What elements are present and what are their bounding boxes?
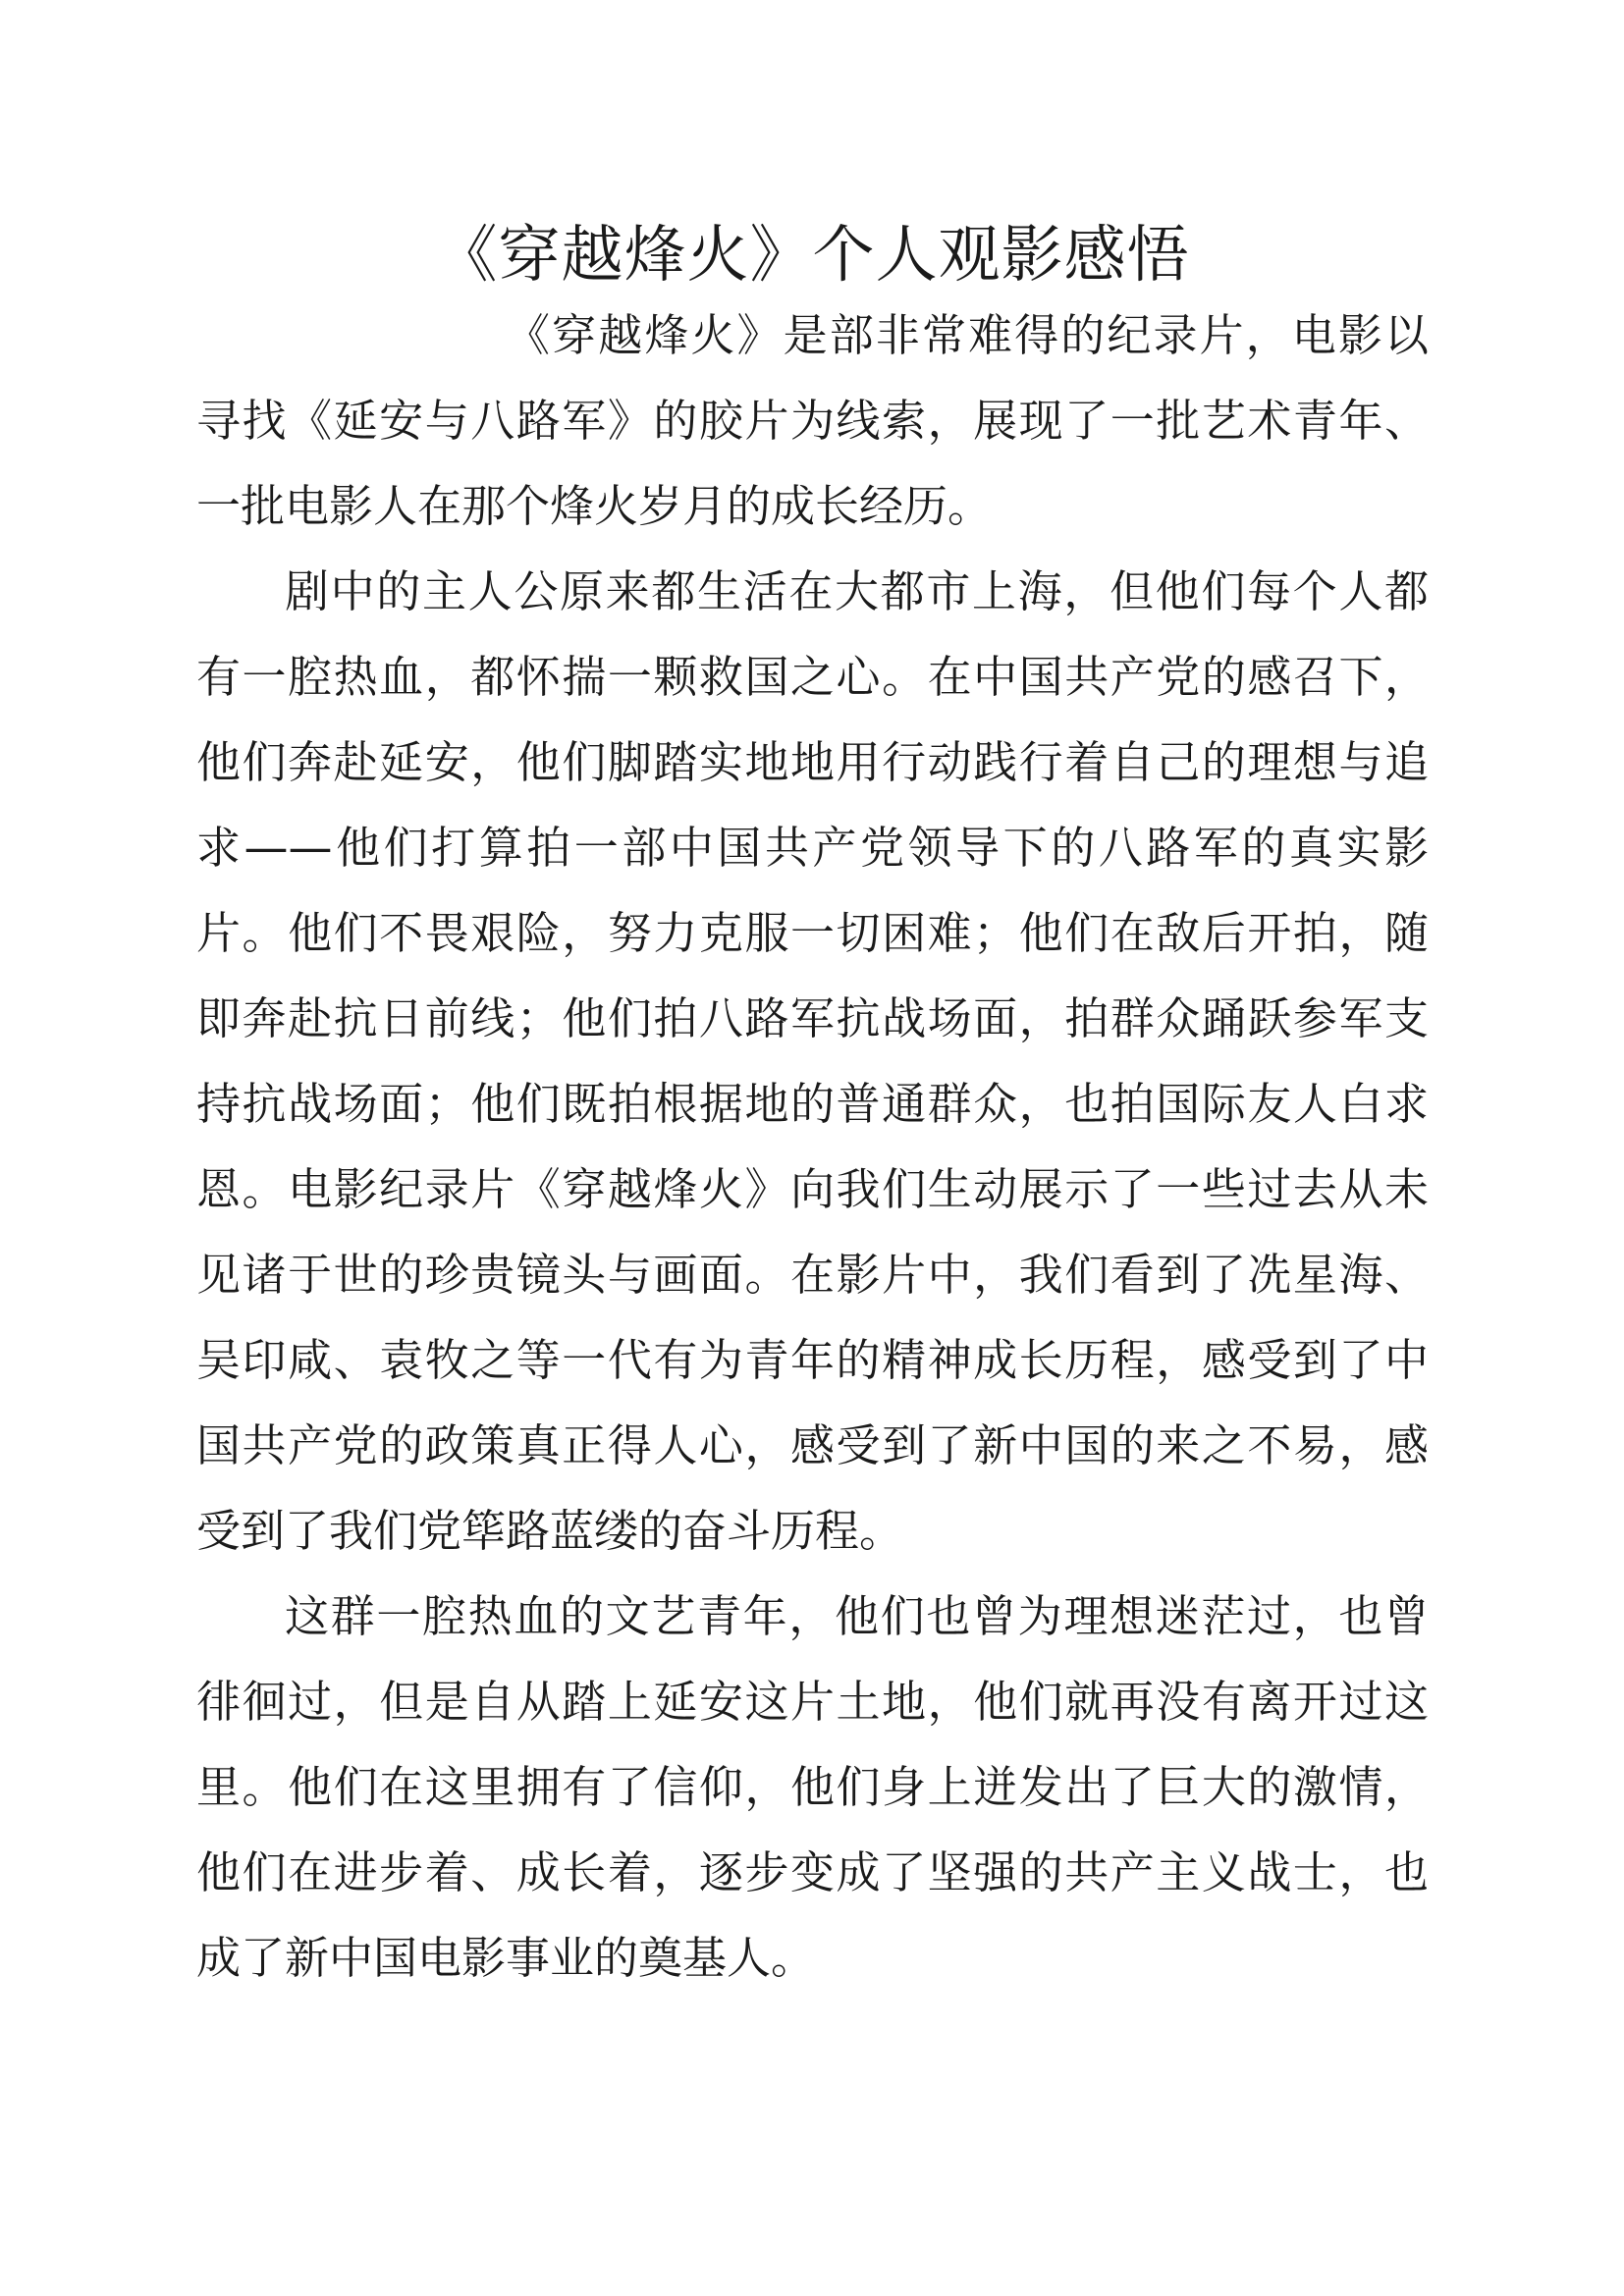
paragraph-conclusion: 这群一腔热血的文艺青年，他们也曾为理想迷茫过，也曾徘徊过，但是自从踏上延安这片土地，他们就再没有离开过这里。他们在这里拥有了信仰，他们身上迸发出了巨大的激情，他们在进步着、成长着，逐步变成了坚强的共产主义战士，也成了新中国电影事业的奠基人。	[196, 1590, 1429, 1984]
document-title: 《穿越烽火》个人观影感悟	[435, 219, 1190, 291]
document-page	[196, 210, 1429, 2001]
paragraph-body: 剧中的主人公原来都生活在大都市上海，但他们每个人都有一腔热血，都怀揣一颗救国之心。在中国共产党的感召下，他们奔赴延安，他们脚踏实地地用行动践行着自己的理想与追求——他们打算拍一部中国共产党领导下的八路军的真实影片。他们不畏艰险，努力克服一切困难；他们在敌后开拍，随即奔赴抗日前线；他们拍八路军抗战场面，拍群众踊跃参军支持抗战场面；他们既拍根据地的普通群众，也拍国际友人白求恩。电影纪录片《穿越烽火》向我们生动展示了一些过去从未见诸于世的珍贵镜头与画面。在影片中，我们看到了冼星海、吴印咸、袁牧之等一代有为青年的精神成长历程，感受到了中国共产党的政策真正得人心，感受到了新中国的来之不易，感受到了我们党筚路蓝缕的奋斗历程。	[196, 565, 1429, 1557]
paragraph-intro: 《穿越烽火》是部非常难得的纪录片，电影以寻找《延安与八路军》的胶片为线索，展现了一批艺术青年、一批电影人在那个烽火岁月的成长经历。	[196, 309, 1429, 532]
